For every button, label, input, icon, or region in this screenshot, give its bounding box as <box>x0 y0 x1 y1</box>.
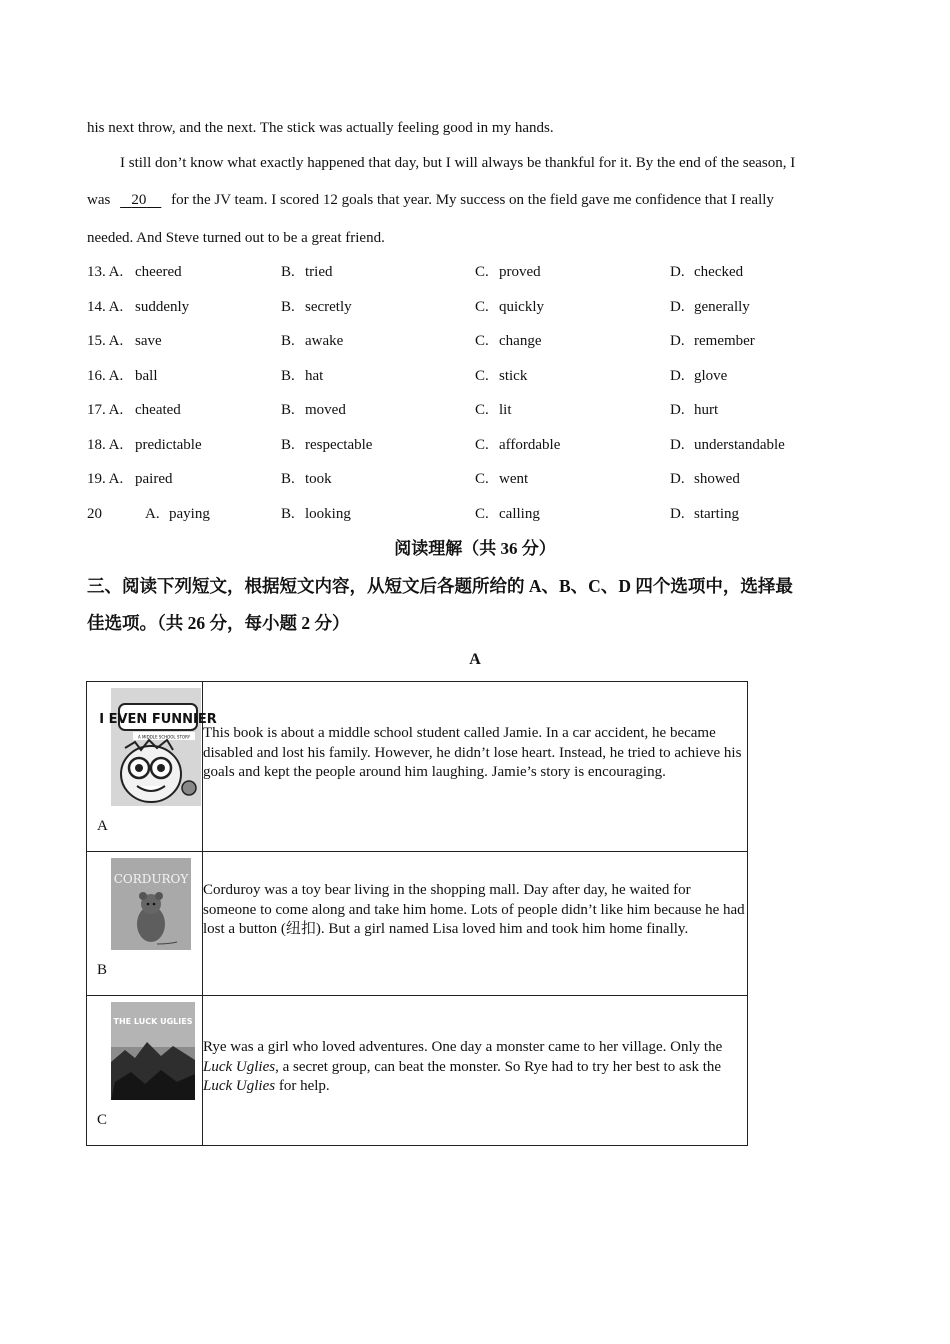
q13-option-d[interactable]: checked <box>694 264 744 280</box>
book-c-cover-image <box>111 1002 195 1100</box>
q17-number: 17. A. <box>87 402 124 418</box>
book-c-cover-cell <box>87 996 203 1146</box>
q13-option-b[interactable]: tried <box>305 264 333 280</box>
q13-label-c: C. <box>475 264 489 280</box>
q14-number: 14. A. <box>87 299 124 315</box>
book-c-cover-title: THE LUCK UGLIES <box>113 1017 193 1026</box>
book-row-b <box>87 852 748 996</box>
q19-option-a[interactable]: paired <box>135 471 173 487</box>
q20-option-b[interactable]: looking <box>305 506 351 522</box>
q17-option-a[interactable]: cheated <box>135 402 181 418</box>
q14-option-b[interactable]: secretly <box>305 299 352 315</box>
q15-label-c: C. <box>475 333 489 349</box>
q19-option-c[interactable]: went <box>499 471 529 487</box>
q14-label-d: D. <box>670 299 685 315</box>
section-title: 阅读理解（共 36 分） <box>394 539 556 558</box>
q19-number: 19. A. <box>87 471 124 487</box>
question-15 <box>87 331 887 351</box>
q14-option-a[interactable]: suddenly <box>135 299 190 315</box>
q19-label-b: B. <box>281 471 295 487</box>
book-b-cover-image <box>111 858 191 950</box>
q16-number: 16. A. <box>87 368 124 384</box>
q20-label-a: A. <box>145 506 160 522</box>
passage-line-2: I still don’t know what exactly happened that day, but I will always be thankful for it. By the end of the season, I <box>120 155 796 171</box>
q16-label-d: D. <box>670 368 685 384</box>
q13-number: 13. A. <box>87 264 124 280</box>
q18-option-a[interactable]: predictable <box>135 437 202 453</box>
book-row-a <box>87 682 748 852</box>
q18-label-b: B. <box>281 437 295 453</box>
book-b-description: Corduroy was a toy bear living in the shopping mall. Day after day, he waited for someone to come along and take him home. Lots of people didn’t like him because he had lost a button (纽扣). But a girl named Lisa loved him and took him home finally. <box>203 852 748 996</box>
q19-label-c: C. <box>475 471 489 487</box>
question-14 <box>87 297 887 317</box>
book-a-cover-title: I EVEN FUNNIER <box>99 712 217 727</box>
q15-number: 15. A. <box>87 333 124 349</box>
q13-option-c[interactable]: proved <box>499 264 541 280</box>
passage-line-3 <box>87 190 774 210</box>
q14-label-c: C. <box>475 299 489 315</box>
q17-option-d[interactable]: hurt <box>694 402 719 418</box>
q20-number: 20 <box>87 506 102 522</box>
passage-line-3-pre: was <box>87 192 111 208</box>
q13-option-a[interactable]: cheered <box>135 264 182 280</box>
instruction-line-2: 佳选项。（共 26 分，每小题 2 分） <box>87 613 350 633</box>
book-c-desc-em-2: Luck Uglies <box>203 1078 276 1094</box>
book-c-description <box>203 996 748 1146</box>
question-19 <box>87 469 887 489</box>
q15-label-d: D. <box>670 333 685 349</box>
book-c-desc-mid: , a secret group, can beat the monster. So Rye had to try her best to ask the <box>275 1058 722 1075</box>
blank-20-number: 20 <box>131 192 147 208</box>
question-16 <box>87 366 887 386</box>
q20-option-c[interactable]: calling <box>499 506 540 522</box>
instruction-line-1: 三、阅读下列短文，根据短文内容，从短文后各题所给的 A、B、C、D 四个选项中，选择最 <box>87 576 793 596</box>
book-b-letter: B <box>97 962 108 978</box>
q19-option-b[interactable]: took <box>305 471 332 487</box>
q17-label-b: B. <box>281 402 295 418</box>
book-c-letter: C <box>97 1112 108 1128</box>
q20-label-b: B. <box>281 506 295 522</box>
q20-label-d: D. <box>670 506 685 522</box>
q17-label-c: C. <box>475 402 489 418</box>
q15-option-a[interactable]: save <box>135 333 162 349</box>
q13-label-d: D. <box>670 264 685 280</box>
passage-line-1: his next throw, and the next. The stick was actually feeling good in my hands. <box>87 120 554 136</box>
q19-option-d[interactable]: showed <box>694 471 740 487</box>
book-a-letter: A <box>97 818 108 834</box>
q20-option-d[interactable]: starting <box>694 506 739 522</box>
q16-option-a[interactable]: ball <box>135 368 158 384</box>
q16-option-b[interactable]: hat <box>305 368 324 384</box>
q16-option-c[interactable]: stick <box>499 368 528 384</box>
q14-label-b: B. <box>281 299 295 315</box>
book-a-description: This book is about a middle school student called Jamie. In a car accident, he became disabled and lost his family. However, he didn’t lose heart. Instead, he tried to achieve his goals and kept the people around him laughing. Jamie’s story is encouraging. <box>203 682 748 852</box>
q18-label-c: C. <box>475 437 489 453</box>
q18-option-c[interactable]: affordable <box>499 437 561 453</box>
book-b-cover-cell <box>87 852 203 996</box>
q15-option-b[interactable]: awake <box>305 333 344 349</box>
q16-label-c: C. <box>475 368 489 384</box>
blank-20 <box>120 190 161 210</box>
book-row-c <box>87 996 748 1146</box>
q18-option-d[interactable]: understandable <box>694 437 785 453</box>
book-b-cover-title: CORDUROY <box>113 872 189 886</box>
book-c-desc-pre: Rye was a girl who loved adventures. One day a monster came to her village. Only the <box>203 1039 723 1055</box>
q14-option-d[interactable]: generally <box>694 299 750 315</box>
book-c-desc-em-1: Luck Uglies <box>203 1058 276 1075</box>
passage-line-4: needed. And Steve turned out to be a great friend. <box>87 230 385 246</box>
q14-option-c[interactable]: quickly <box>499 299 544 315</box>
q18-number: 18. A. <box>87 437 124 453</box>
q17-label-d: D. <box>670 402 685 418</box>
book-c-desc-post: for help. <box>275 1078 330 1094</box>
question-17 <box>87 400 887 420</box>
q18-label-d: D. <box>670 437 685 453</box>
q13-label-b: B. <box>281 264 295 280</box>
q15-option-d[interactable]: remember <box>694 333 755 349</box>
book-a-cover-image <box>99 688 217 806</box>
q20-label-c: C. <box>475 506 489 522</box>
q15-option-c[interactable]: change <box>499 333 542 349</box>
q16-option-d[interactable]: glove <box>694 368 728 384</box>
passage-label: A <box>469 651 481 668</box>
question-13 <box>87 262 887 282</box>
passage-line-3-post: for the JV team. I scored 12 goals that year. My success on the field gave me confidence that I really <box>171 192 774 208</box>
q18-option-b[interactable]: respectable <box>305 437 373 453</box>
book-a-cover-subtitle: A MIDDLE SCHOOL STORY <box>137 734 191 740</box>
q17-option-b[interactable]: moved <box>305 402 346 418</box>
question-18 <box>87 435 887 455</box>
books-table <box>86 681 748 1146</box>
book-a-cover-cell <box>87 682 217 852</box>
q19-label-d: D. <box>670 471 685 487</box>
q17-option-c[interactable]: lit <box>499 402 512 418</box>
q16-label-b: B. <box>281 368 295 384</box>
q15-label-b: B. <box>281 333 295 349</box>
q20-option-a[interactable]: paying <box>169 506 210 522</box>
question-20 <box>87 504 887 524</box>
